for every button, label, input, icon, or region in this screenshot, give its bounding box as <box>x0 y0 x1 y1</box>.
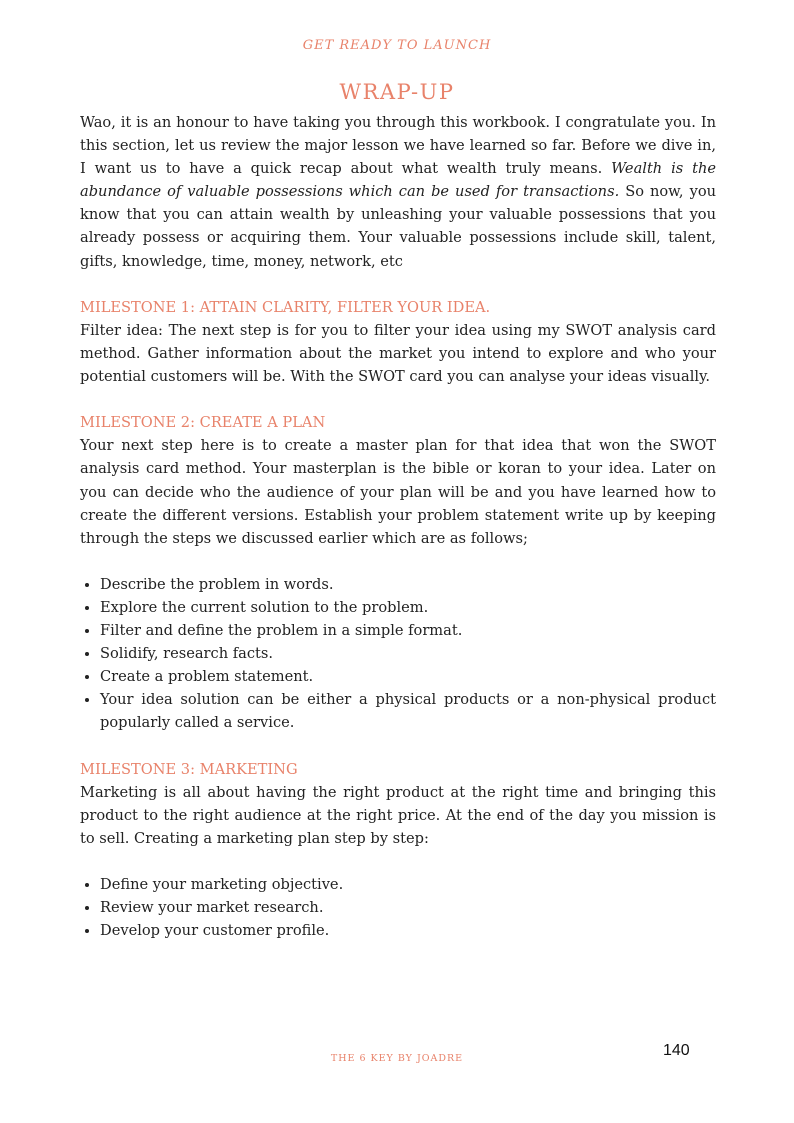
milestone-2-body: Your next step here is to create a master plan for that idea that won the SWOT analysis card method. Your masterplan is the bible or koran to your idea. Later on you can decide who the audience of your plan will be and you have learned how to create the different versions. Establish your problem statement write up by keeping through the steps we discussed earlier which are as follows; <box>80 437 716 547</box>
intro-text-after: So now, you know that you can attain wealth by unleashing your valuable possessions that you already possess or acquiring them. Your valuable possessions include skill, talent, gifts, knowledge, time, money, network, etc <box>80 183 716 270</box>
milestone-1-body: Filter idea: The next step is for you to filter your idea using my SWOT analysis card method. Gather information about the market you intend to explore and who your potential customers will be. With the SWOT card you can analyse your ideas visually. <box>80 321 716 386</box>
list-item: • Your idea solution can be either a physical products or a non-physical product popularly called a service. <box>100 688 716 734</box>
milestone-2-steps-list <box>80 573 716 735</box>
page-number: 140 <box>663 1042 690 1059</box>
wealth-definition: Wealth is the abundance of valuable possessions which can be used for transactions. <box>80 160 716 201</box>
milestone-3-body: Marketing is all about having the right product at the right time and bringing this product to the right audience at the right price. At the end of the day you mission is to sell. Creating a marketing plan step by step: <box>80 783 716 847</box>
list-item: • Explore the current solution to the problem. <box>100 596 716 619</box>
list-item: • Create a problem statement. <box>100 665 716 688</box>
list-item: • Review your market research. <box>100 896 716 919</box>
list-item: • Develop your customer profile. <box>100 919 716 942</box>
milestone-2-heading: MILESTONE 2: CREATE A PLAN <box>80 414 326 432</box>
page-title: WRAP-UP <box>339 80 455 104</box>
list-item: • Solidify, research facts. <box>100 642 716 665</box>
running-header: GET READY TO LAUNCH <box>302 38 492 53</box>
page-content <box>80 111 716 942</box>
milestone-3-heading: MILESTONE 3: MARKETING <box>80 760 298 778</box>
list-item: • Filter and define the problem in a simple format. <box>100 619 716 642</box>
running-footer: THE 6 KEY BY JOADRE <box>330 1053 464 1064</box>
list-item: • Describe the problem in words. <box>100 573 716 596</box>
list-item: • Define your marketing objective. <box>100 873 716 896</box>
intro-paragraph <box>80 111 716 273</box>
intro-text-before: Wao, it is an honour to have taking you through this workbook. I congratulate you. In this section, let us review the major lesson we have learned so far. Before we dive in, I want us to have a quick recap about what wealth truly means. <box>80 114 716 178</box>
milestone-1-heading: MILESTONE 1: ATTAIN CLARITY, FILTER YOUR IDEA. <box>80 298 491 316</box>
milestone-3-steps-list <box>80 873 716 942</box>
